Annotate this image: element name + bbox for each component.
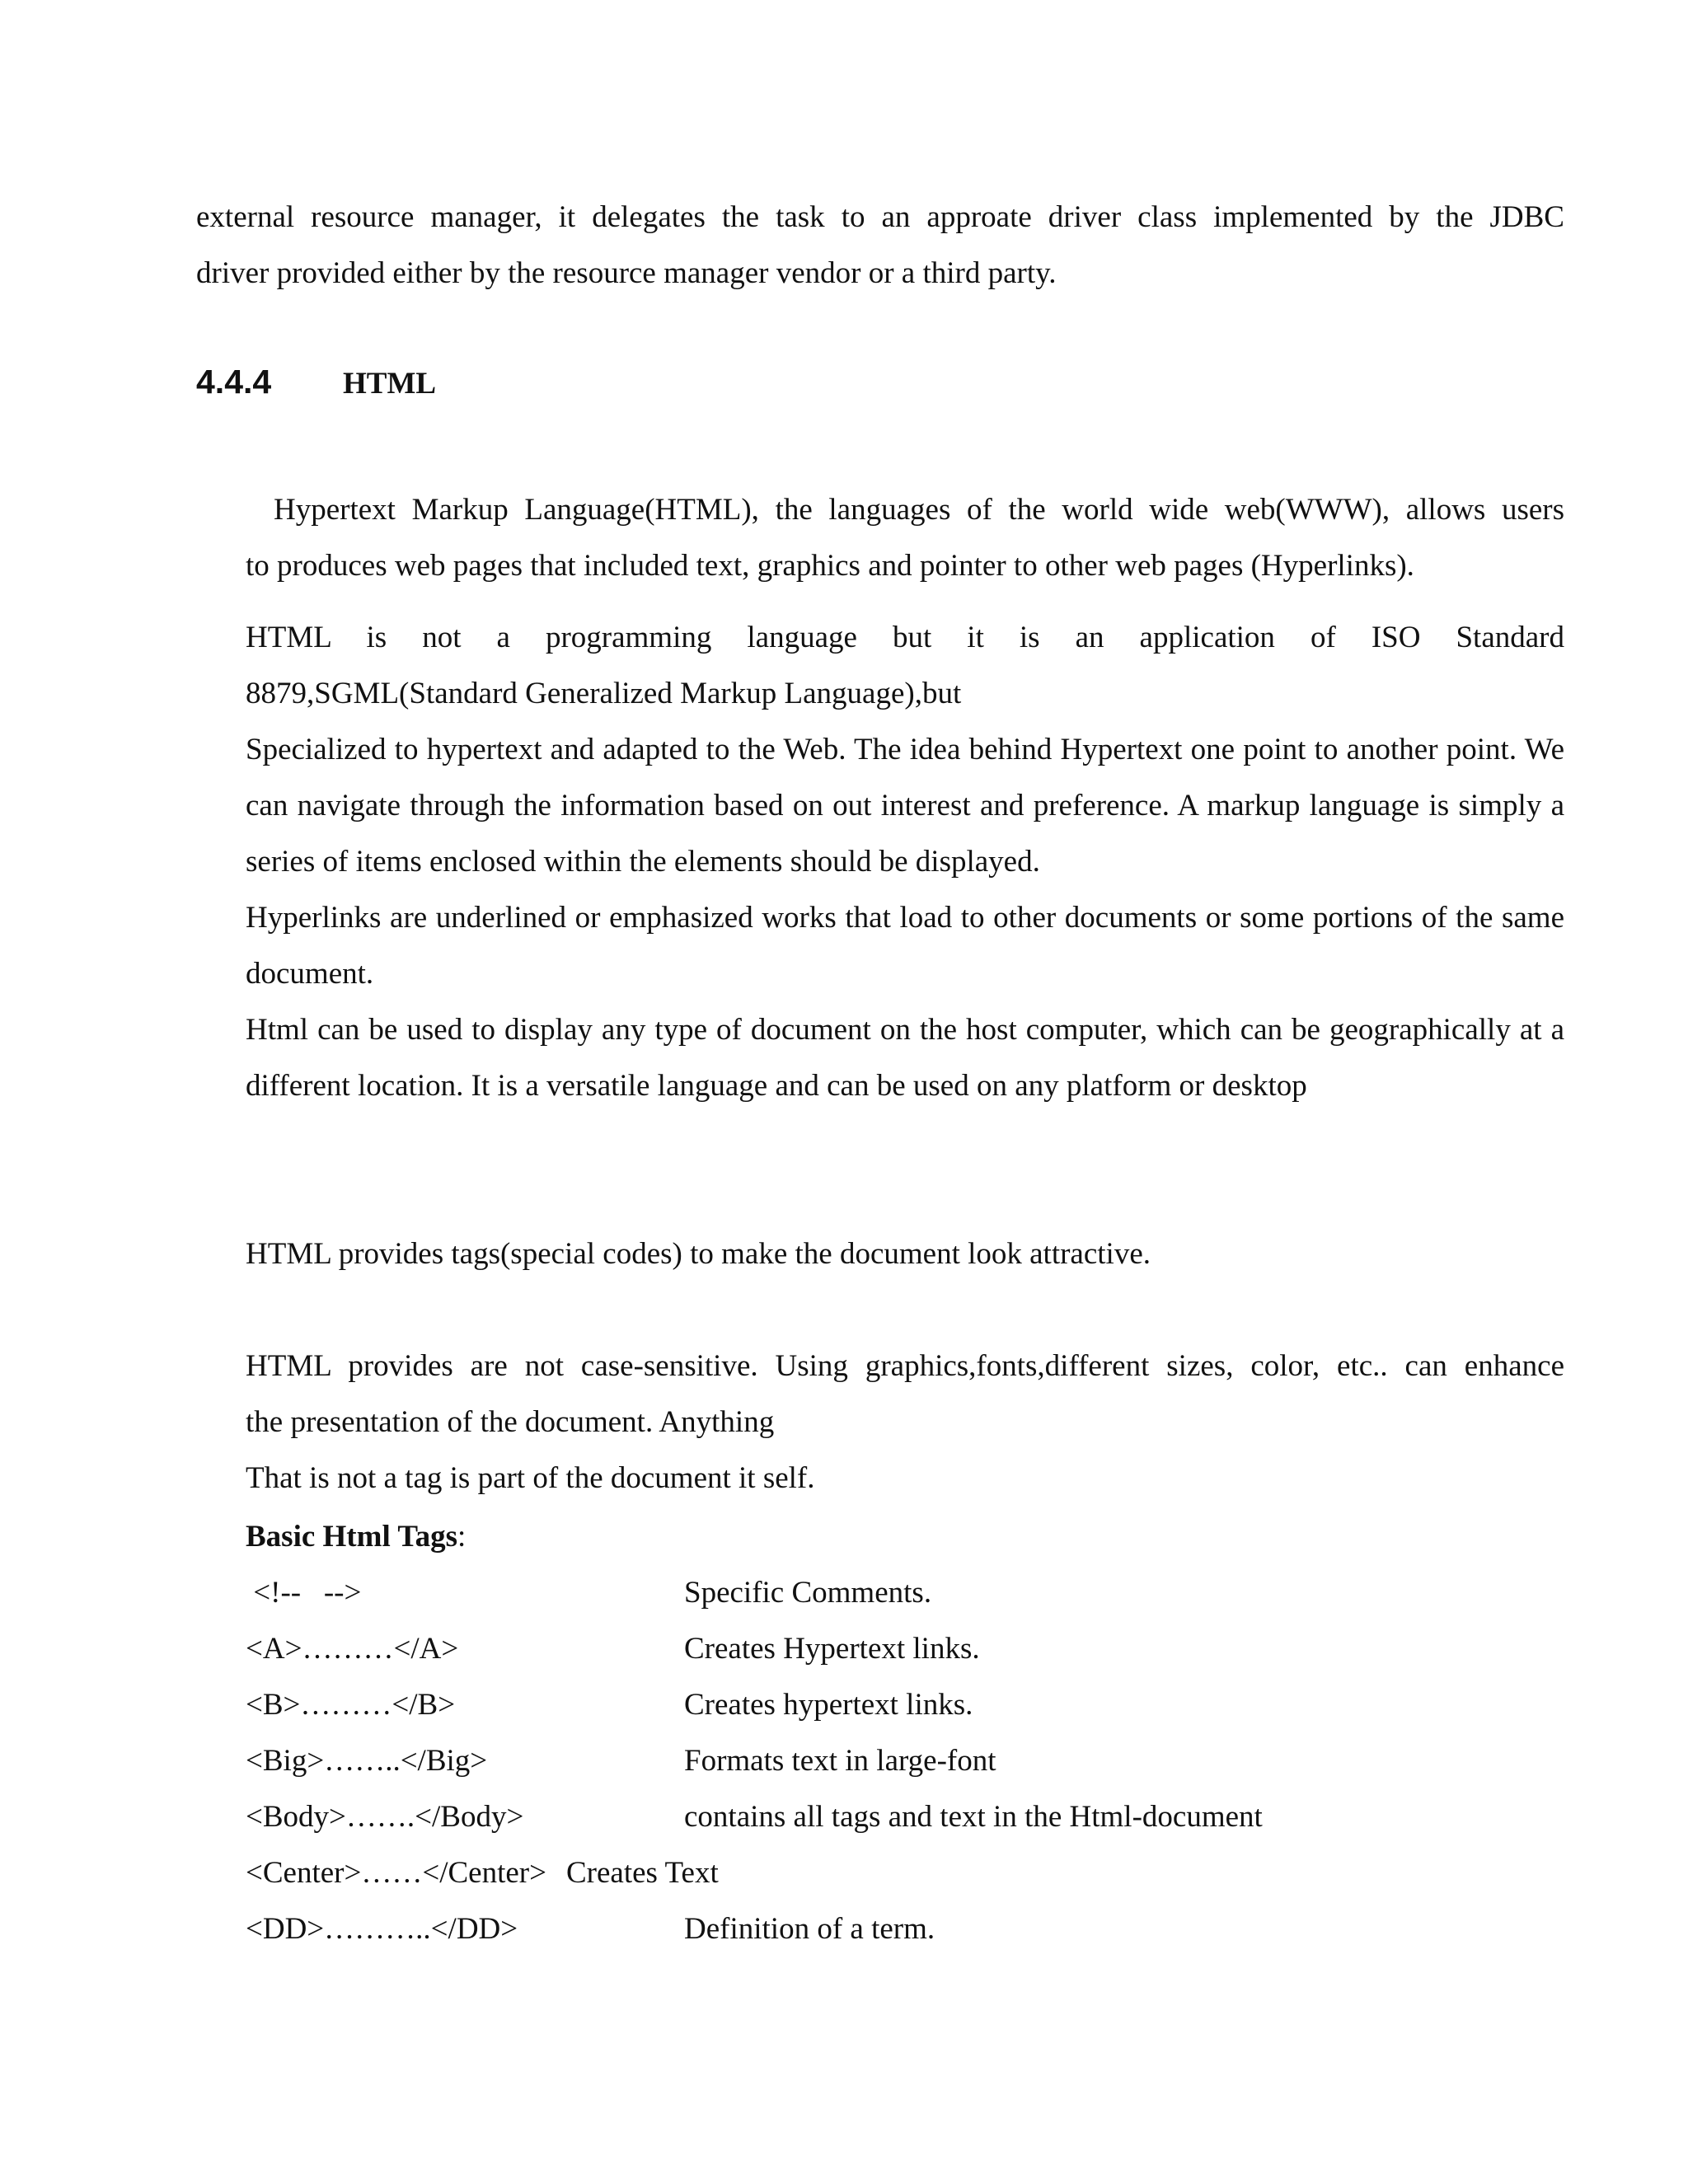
tag-name: <DD>………..</DD> [246, 1912, 518, 1946]
paragraph-html-display: Html can be used to display any type of document on the host computer, which can be geographically at a different location. It is a versatile language and can be used on any platform or desktop [246, 1013, 1564, 1103]
paragraph-hypertext: Specialized to hypertext and adapted to the Web. The idea behind Hypertext one point to another point. We can navigate through the information based on out interest and preference. A markup language is simply a series of items enclosed within the elements should be displayed. [246, 733, 1564, 879]
intro-line-1: external resource manager, it delegates the task to an approate driver class implemented by the JDBC [196, 200, 1564, 234]
tag-row [246, 1565, 1564, 1621]
section-title: HTML [343, 367, 437, 401]
tags-table [246, 1565, 1564, 1957]
tag-description: Creates hypertext links. [684, 1688, 973, 1722]
basic-tags-heading [246, 1509, 466, 1565]
basic-tags-label: Basic Html Tags [246, 1520, 457, 1554]
tag-row [246, 1901, 1564, 1957]
paragraph-1-line-1: Hypertext Markup Language(HTML), the languages of the world wide web(WWW), allows users [274, 493, 1564, 527]
tag-description: Specific Comments. [684, 1576, 932, 1610]
intro-paragraph [196, 190, 1564, 302]
paragraph-7-line-3: That is not a tag is part of the document it self. [246, 1461, 815, 1495]
paragraph-7-line-1: HTML provides are not case-sensitive. Using graphics,fonts,different sizes, color, etc.. can enhance [246, 1349, 1564, 1383]
paragraph-2-line-1: HTML is not a programming language but it is an application of ISO Standard [246, 621, 1564, 654]
section-heading [196, 363, 436, 420]
intro-line-2: driver provided either by the resource manager vendor or a third party. [196, 256, 1057, 290]
tag-name: <B>………</B> [246, 1688, 456, 1722]
tag-description: Definition of a term. [684, 1912, 935, 1946]
paragraph-case-sensitive [246, 1338, 1564, 1507]
paragraph-html-not-programming [246, 610, 1564, 722]
section-number: 4.4.4 [196, 363, 272, 401]
tag-name: <A>………</A> [246, 1632, 459, 1666]
paragraph-hyperlinks: Hyperlinks are underlined or emphasized works that load to other documents or some portions of the same document. [246, 901, 1564, 991]
paragraph-1-line-2: to produces web pages that included text, graphics and pointer to other web pages (Hyperlinks). [246, 549, 1414, 583]
tag-name: <!-- --> [246, 1576, 362, 1610]
basic-tags-colon: : [457, 1520, 467, 1554]
tag-name: <Center>……</Center> [246, 1856, 546, 1890]
paragraph-7-line-2: the presentation of the document. Anything [246, 1405, 775, 1439]
tag-description: Formats text in large-font [684, 1744, 996, 1778]
paragraph-html-intro [246, 482, 1564, 594]
tag-row [246, 1845, 1564, 1901]
tag-description: Creates Text [566, 1856, 719, 1890]
tag-description: Creates Hypertext links. [684, 1632, 980, 1666]
tag-row [246, 1621, 1564, 1677]
tag-row [246, 1789, 1564, 1845]
paragraph-2-line-2: 8879,SGML(Standard Generalized Markup Language),but [246, 677, 962, 710]
paragraph-html-tags: HTML provides tags(special codes) to make the document look attractive. [246, 1237, 1151, 1271]
tag-row [246, 1677, 1564, 1733]
tag-description: contains all tags and text in the Html-document [684, 1800, 1263, 1834]
tag-name: <Big>……..</Big> [246, 1744, 488, 1778]
tag-row [246, 1733, 1564, 1789]
tag-name: <Body>…….</Body> [246, 1800, 524, 1834]
